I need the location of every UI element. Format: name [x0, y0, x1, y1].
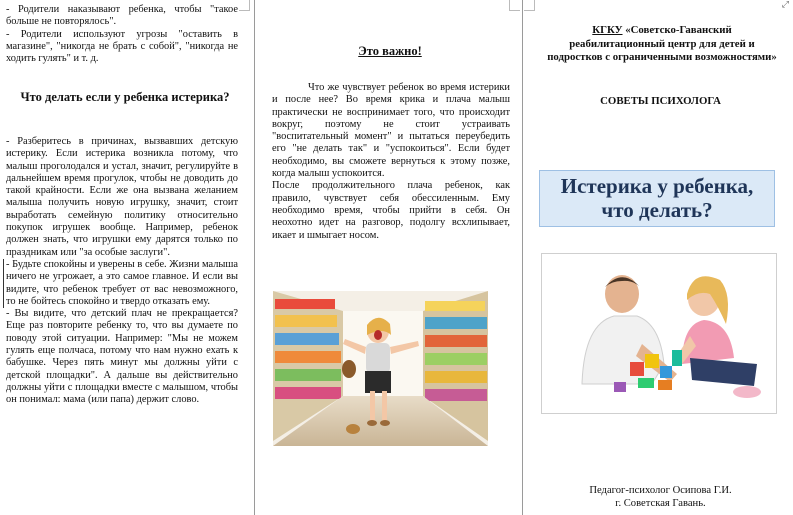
organization-name: [546, 24, 778, 65]
title-line: что делать?: [601, 198, 713, 222]
important-heading: Это важно!: [358, 44, 422, 58]
title-box: [539, 170, 775, 227]
advice-paragraph: - Вы видите, что детский плач не прекращается? Еще раз повторите ребенку то, что вы думаете по поводу этой ситуации. Например: "Мы не можем гулять еще полчаса, потому что нам нужно ехать к бабушке. Через пять минут мы должны уйти с детской площадки". А дальше вы действительно должны уйти с площадки вместе с малышом, чтобы он понимал: мама (или папа) держит слово.: [6, 308, 238, 406]
intro-item: - Родители наказывают ребенка, чтобы "такое больше не повторялось".: [6, 4, 238, 28]
organization-prefix: КГКУ: [592, 24, 623, 36]
section-heading: Что делать если у ребенка истерика?: [20, 90, 230, 104]
intro-item: - Родители используют угрозы "оставить в магазине", "никогда не брать с собой", "никогда не ходить гулять" и т. д.: [6, 28, 238, 65]
important-paragraph: После продолжительного плача ребенок, как правило, чувствует себя обессиленным. Ему необходимо время, чтобы прийти в себя. Он неохотно идет на разговор, подолгу всхлипывает, икает и шмыгает носом.: [272, 180, 510, 241]
column-separator-left: [254, 0, 255, 515]
important-paragraph: Что же чувствует ребенок во время истерики и после нее? Во время крика и плача малыш практически не воспринимает того, что происходит вокруг, поэтому не стоит устраивать "воспитательный момент" и пытаться переубедить его "не делать так" и "успокоиться". Если будет необходимо, вы сможете вернуться к этому позже, когда малыш успокоится.: [272, 82, 510, 180]
advice-paragraph: - Будьте спокойны и уверены в себе. Жизни малыша ничего не угрожает, а это самое главное. И если вы видите, что ребенок требует от вас невозможного, то не бойтесь спокойно и твердо отказать ему.: [3, 259, 238, 308]
author-footer: [528, 484, 793, 510]
advice-paragraph: - Разберитесь в причинах, вызвавших детскую истерику. Если истерика возникла потому, что малыш проголодался и устал, значит, регулируйте в дальнейшем время прогулок, чтобы не доводить до такой крайности. Если же она вызвана желанием малыша получить новую игрушку, значит, стоит выработать семейную политику относительно покупок игрушек вообще. Например, ребенок должен знать, что игрушки ему дарятся только по праздникам или "за особые заслуги".: [6, 136, 238, 258]
expand-icon[interactable]: ⤢: [781, 0, 789, 10]
city-name: г. Советская Гавань.: [615, 498, 706, 509]
intro-list: [6, 4, 238, 65]
column-left: [0, 0, 244, 515]
author-name: Педагог-психолог Осипова Г.И.: [589, 485, 732, 496]
playing-child-photo: [541, 253, 777, 414]
crying-child-supermarket-icon: [273, 291, 488, 446]
crying-child-photo: [273, 291, 488, 446]
title-line: Истерика у ребенка,: [560, 174, 754, 198]
brochure-subtitle: СОВЕТЫ ПСИХОЛОГА: [600, 95, 721, 107]
organization-rest: «Советско-Гаванский реабилитационный центр для детей и подростков с ограниченными возможностями»: [547, 24, 777, 64]
man-and-child-playing-blocks-icon: [542, 254, 776, 413]
important-text: [272, 82, 510, 242]
brochure-title: [540, 174, 774, 222]
advice-text: [6, 136, 238, 407]
column-separator-right: [522, 0, 523, 515]
